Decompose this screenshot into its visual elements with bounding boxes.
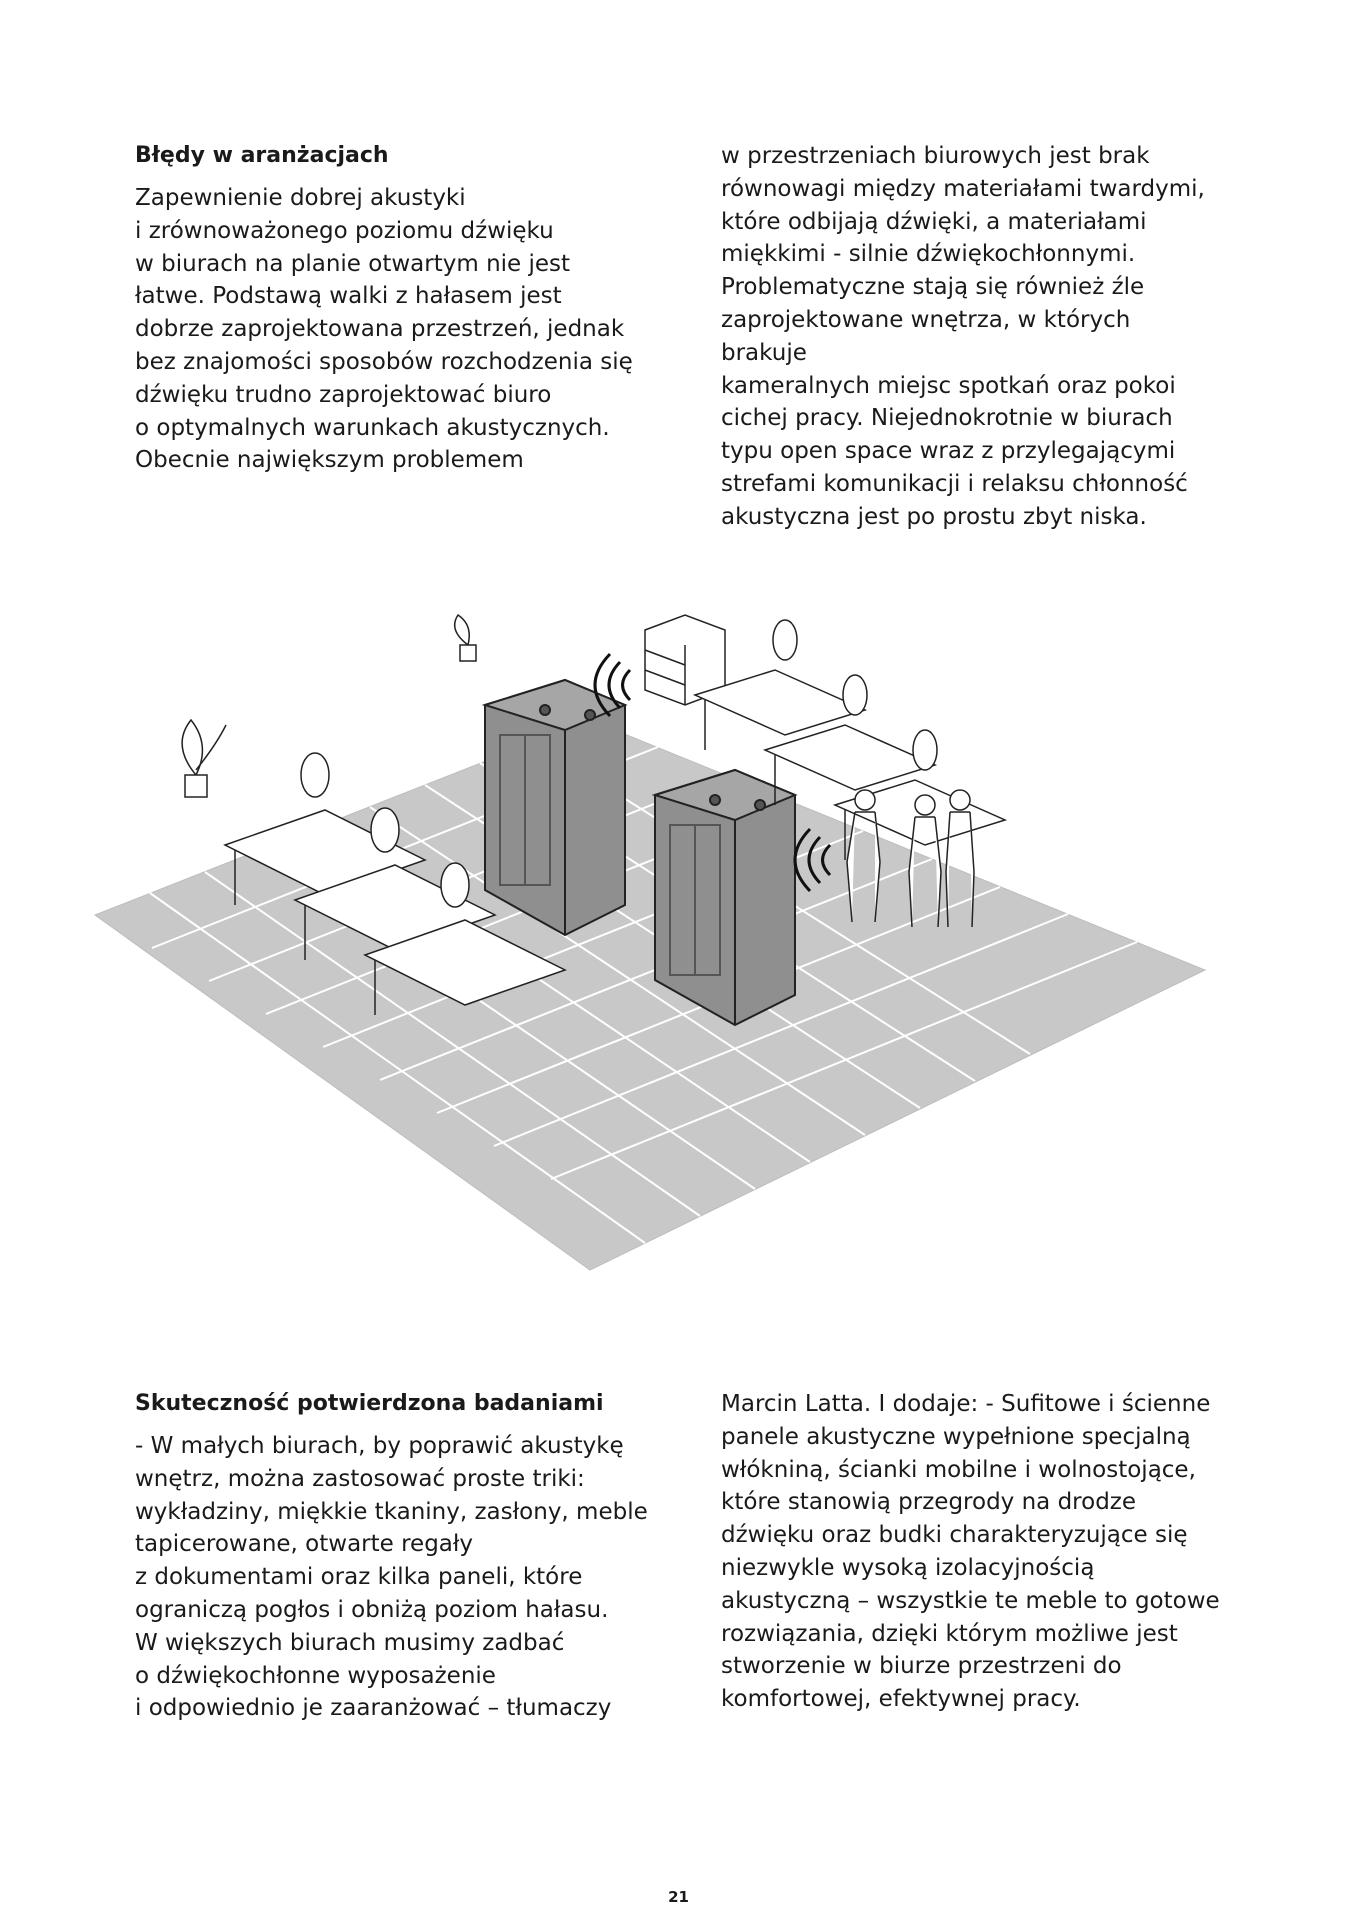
office-illustration bbox=[85, 600, 1265, 1290]
text-column-right bbox=[721, 140, 1221, 534]
body-paragraph: Zapewnienie dobrej akustyki i zrównoważonego poziomu dźwięku w biurach na planie otwartym nie jest łatwe. Podstawą walki z hałasem jest dobrze zaprojektowana przestrzeń, jednak bez znajomości sposobów rozchodzenia się dźwięku trudno zaprojektować biuro o optymalnych warunkach akustycznych. Obecnie największym problemem bbox=[135, 185, 633, 474]
body-paragraph: - W małych biurach, by poprawić akustykę wnętrz, można zastosować proste triki: wykładziny, miękkie tkaniny, zasłony, meble tapicerowane, otwarte regały z dokumentami oraz kilka paneli, które ograniczą pogłos i obniżą poziom hałasu. W większych biurach musimy zadbać o dźwiękochłonne wyposażenie i odpowiednio je zaaranżować – tłumaczy bbox=[135, 1433, 648, 1722]
text-column-left bbox=[135, 140, 655, 477]
acoustic-pod-icon bbox=[655, 770, 795, 1025]
page-number: 21 bbox=[668, 1888, 689, 1906]
section-heading: Błędy w aranżacjach bbox=[135, 143, 389, 168]
section-heading: Skuteczność potwierdzona badaniami bbox=[135, 1391, 604, 1416]
body-paragraph: w przestrzeniach biurowych jest brak równowagi między materiałami twardymi, które odbijają dźwięki, a materiałami miękkimi - silnie dźwiękochłonnymi. Problematyczne stają się również źle zaprojektowane wnętrza, w których brakuje kameralnych miejsc spotkań oraz pokoi cichej pracy. Niejednokrotnie w biurach typu open space wraz z przylegającymi strefami komunikacji i relaksu chłonność akustyczna jest po prostu zbyt niska. bbox=[721, 143, 1205, 530]
acoustic-pod-icon bbox=[485, 680, 625, 935]
text-column-left bbox=[135, 1388, 655, 1725]
text-column-right bbox=[721, 1388, 1221, 1716]
body-paragraph: Marcin Latta. I dodaje: - Sufitowe i ścienne panele akustyczne wypełnione specjalną włókniną, ścianki mobilne i wolnostojące, które stanowią przegrody na drodze dźwięku oraz budki charakteryzujące się niezwykle wysoką izolacyjnością akustyczną – wszystkie te meble to gotowe rozwiązania, dzięki którym możliwe jest stworzenie w biurze przestrzeni do komfortowej, efektywnej pracy. bbox=[721, 1391, 1220, 1713]
office-floor bbox=[95, 720, 1205, 1270]
